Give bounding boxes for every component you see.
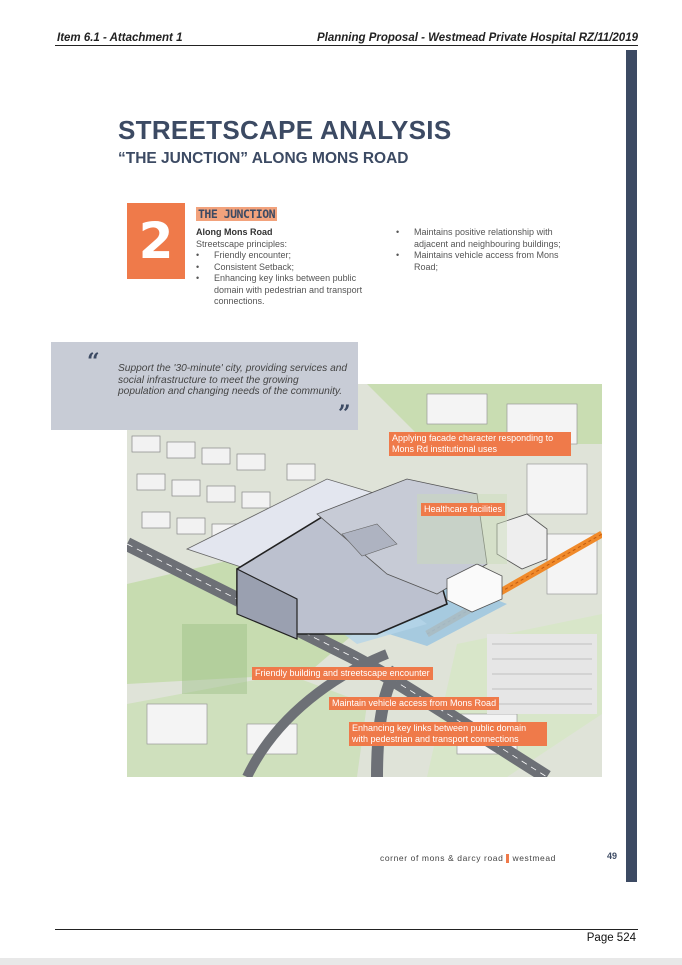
footer-text: corner of mons & darcy road westmead <box>380 853 556 863</box>
quote-open-mark: “ <box>87 349 100 375</box>
footer-divider <box>506 854 509 863</box>
list-item: • Maintains positive relationship with adjacent and neighbouring buildings; <box>396 227 561 249</box>
section-heading: THE JUNCTION <box>198 207 276 221</box>
list-item: • Friendly encounter; <box>196 250 292 260</box>
quote-close-mark: ” <box>338 401 351 427</box>
page-label: Page 524 <box>586 932 636 944</box>
quote-text: Support the '30-minute' city, providing services and social infrastructure to meet the growing population and changing needs of the community. <box>118 363 348 397</box>
section-intro-col2 <box>396 227 576 273</box>
page-title: STREETSCAPE ANALYSIS <box>118 115 452 145</box>
list-item: • Maintains vehicle access from Mons Road; <box>396 250 559 272</box>
document-page-number: 49 <box>607 851 618 861</box>
section-number-badge: 2 <box>127 203 185 279</box>
callout-facade: Applying facade character responding to Mons Rd institutional uses <box>389 432 571 456</box>
list-item: • Consistent Setback; <box>196 261 295 272</box>
side-bar <box>626 50 637 882</box>
section-intro <box>196 227 376 308</box>
list-item: • Enhancing key links between public domain with pedestrian and transport connections. <box>196 273 363 306</box>
callout-healthcare: Healthcare facilities <box>421 503 505 516</box>
header-rule <box>55 45 638 46</box>
bottom-rule <box>55 929 638 930</box>
header-left: Item 6.1 - Attachment 1 <box>57 32 183 44</box>
callout-key-links: Enhancing key links between public domain with pedestrian and transport connections <box>349 722 547 746</box>
principles-label: Streetscape principles: <box>196 238 288 249</box>
page-subtitle: “THE JUNCTION” ALONG MONS ROAD <box>118 150 409 167</box>
callout-friendly-building: Friendly building and streetscape encounter <box>252 667 433 680</box>
callout-vehicle-access: Maintain vehicle access from Mons Road <box>329 697 499 710</box>
header-right: Planning Proposal - Westmead Private Hospital RZ/11/2019 <box>316 32 638 44</box>
page-bottom-edge <box>0 958 682 965</box>
section-location: Along Mons Road <box>196 227 273 237</box>
